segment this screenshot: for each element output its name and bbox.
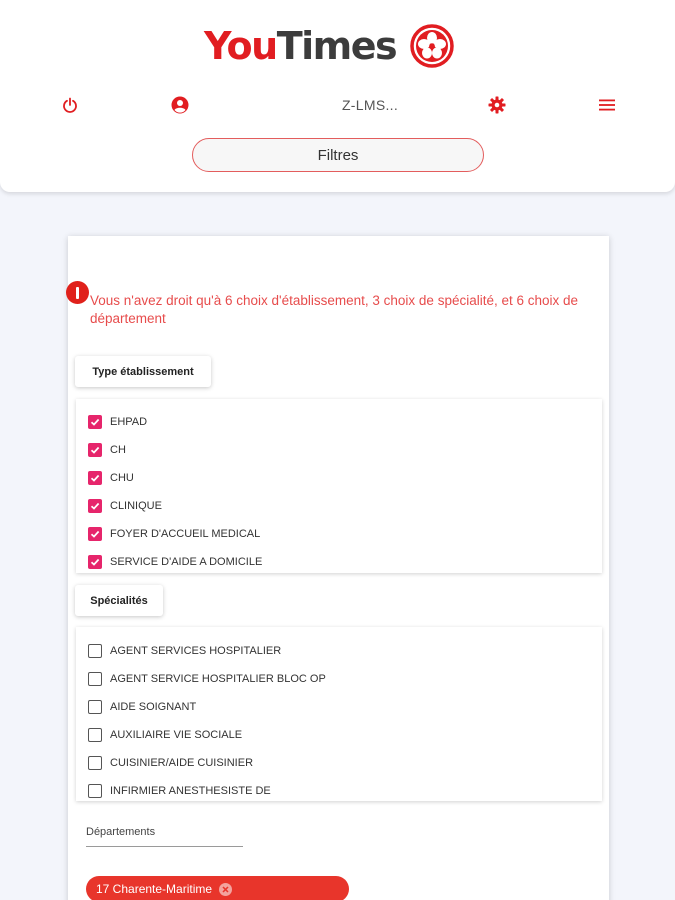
flower-logo-icon [410,24,454,68]
list-item[interactable]: FOYER D'ACCUEIL MEDICAL [88,524,260,544]
list-item[interactable]: AGENT SERVICE HOSPITALIER BLOC OP [88,669,326,689]
list-item[interactable]: CHU [88,468,134,488]
remove-chip-icon[interactable] [219,883,232,896]
list-item[interactable]: CH [88,440,126,460]
hamburger-menu-icon[interactable] [595,90,619,120]
checkbox-unchecked[interactable] [88,700,102,714]
type-etablissement-list[interactable] [76,399,602,573]
checkbox-checked[interactable] [88,555,102,569]
list-item[interactable]: CLINIQUE [88,496,162,516]
checkbox-unchecked[interactable] [88,644,102,658]
checkbox-checked[interactable] [88,527,102,541]
toolbar [0,90,675,120]
list-item[interactable]: EHPAD [88,412,147,432]
limit-warning: Vous n'avez droit qu'à 6 choix d'établissement, 3 choix de spécialité, et 6 choix de département [90,293,579,326]
type-etablissement-button[interactable]: Type établissement [75,356,211,387]
app-header [0,0,675,192]
warning-icon [66,281,89,304]
checkbox-unchecked[interactable] [88,756,102,770]
specialites-list[interactable] [76,627,602,801]
checkbox-unchecked[interactable] [88,672,102,686]
list-item[interactable]: AUXILIAIRE VIE SOCIALE [88,725,242,745]
power-icon[interactable] [58,90,82,120]
checkbox-checked[interactable] [88,499,102,513]
checkbox-checked[interactable] [88,415,102,429]
list-item[interactable]: AIDE SOIGNANT [88,697,196,717]
page-title: Z-LMS... [341,97,399,113]
checkbox-unchecked[interactable] [88,784,102,798]
departements-input-underline[interactable] [86,846,243,847]
departements-field-label: Départements [86,826,156,838]
specialites-button[interactable]: Spécialités [75,585,163,616]
departement-chip[interactable]: 17 Charente-Maritime [86,876,349,900]
brand-name: YouTimes [204,24,397,68]
list-item[interactable]: INFIRMIER ANESTHESISTE DE [88,781,271,801]
list-item[interactable]: AGENT SERVICES HOSPITALIER [88,641,281,661]
logo [204,22,454,70]
checkbox-checked[interactable] [88,443,102,457]
account-circle-icon[interactable] [168,90,192,120]
list-item[interactable]: CUISINIER/AIDE CUISINIER [88,753,253,773]
checkbox-checked[interactable] [88,471,102,485]
filters-button[interactable]: Filtres [192,138,484,172]
list-item[interactable]: SERVICE D'AIDE A DOMICILE [88,552,262,572]
gear-icon[interactable] [485,90,509,120]
checkbox-unchecked[interactable] [88,728,102,742]
